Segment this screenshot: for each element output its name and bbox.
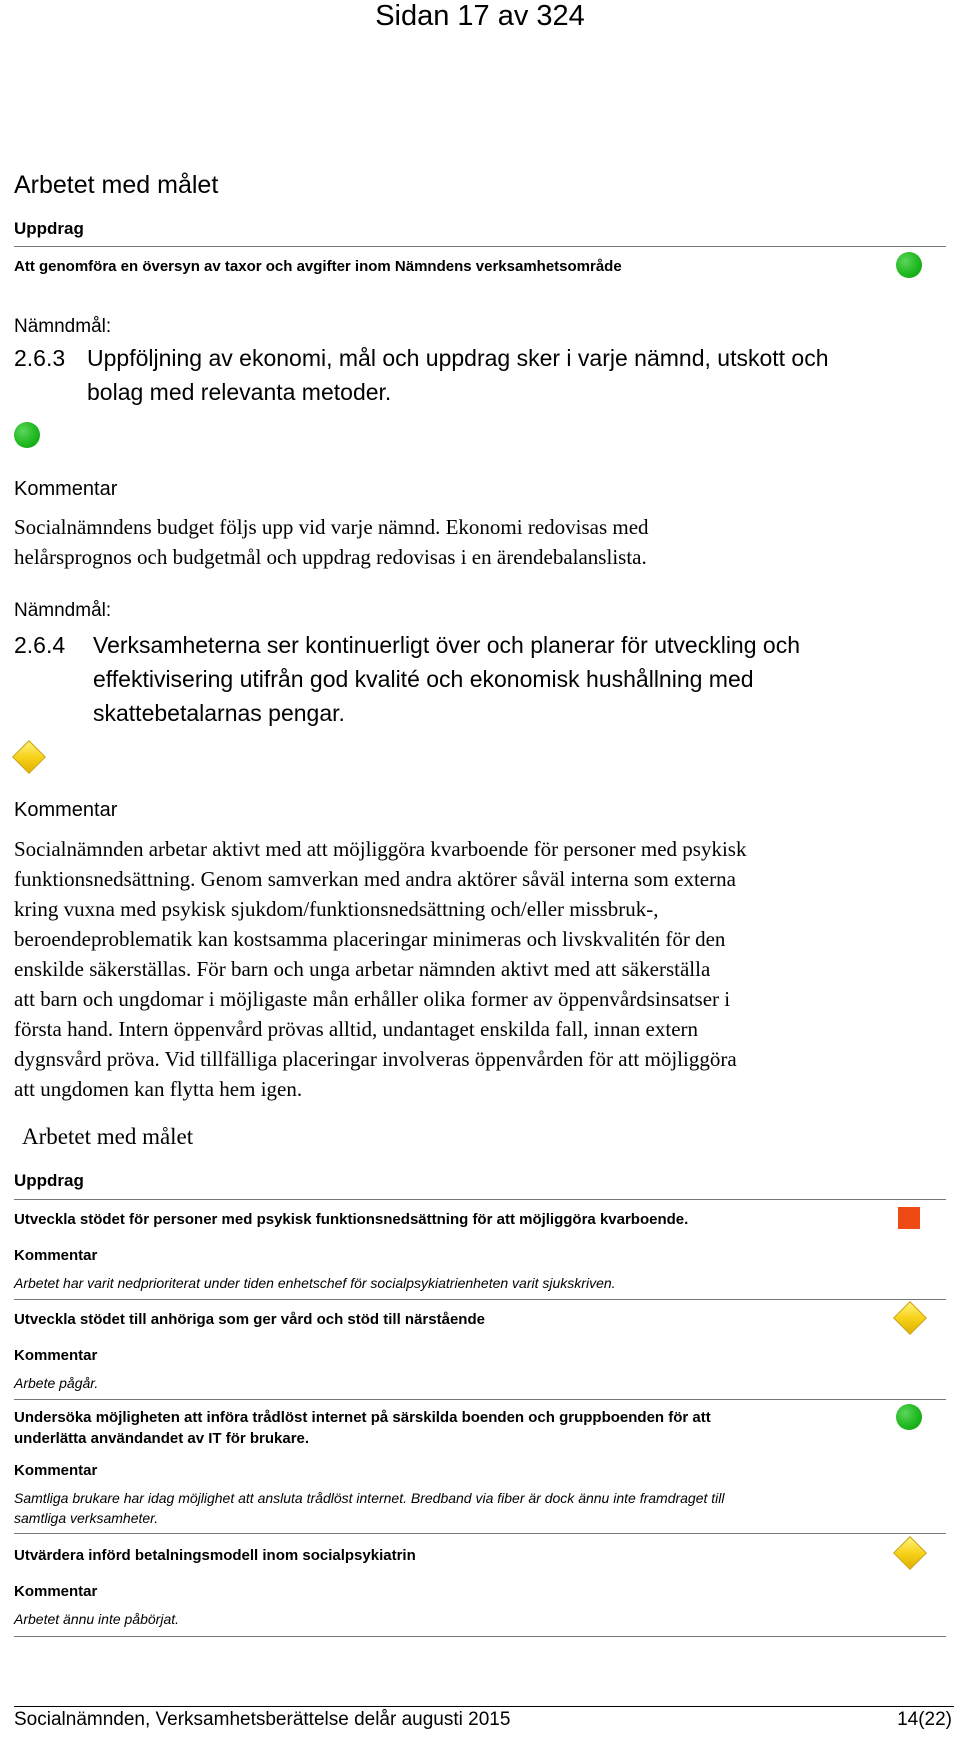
item-comment: Arbetet har varit nedprioriterat under tiden enhetschef för socialpsykiatrienheten varit sjukskriven. [14, 1275, 616, 1291]
uppdrag-item-title: Utveckla stödet till anhöriga som ger vård och stöd till närstående [14, 1311, 485, 1328]
comment-line: första hand. Intern öppenvård prövas alltid, undantaget enskilda fall, innan extern [14, 1017, 699, 1041]
kommentar-label: Kommentar [14, 799, 118, 821]
goal-text-line: Uppföljning av ekonomi, mål och uppdrag sker i varje nämnd, utskott och [87, 345, 829, 371]
item-comment: Arbetet ännu inte påbörjat. [14, 1611, 180, 1627]
section-title: Arbetet med målet [22, 1124, 194, 1149]
item-comment: Arbete pågår. [14, 1375, 99, 1391]
item-comment: samtliga verksamheter. [14, 1510, 159, 1526]
red-square-icon [898, 1207, 920, 1229]
uppdrag-item-title: Utvärdera införd betalningsmodell inom socialpsykiatrin [14, 1547, 416, 1564]
divider [14, 1533, 946, 1534]
comment-line: enskilde säkerställas. För barn och unga arbetar nämnden aktivt med att säkerställa [14, 957, 711, 981]
comment-line: att barn och ungdomar i möjligaste mån erhåller olika former av öppenvårdsinsatser i [14, 987, 731, 1011]
uppdrag-item-title: underlätta användandet av IT för brukare. [14, 1430, 310, 1447]
kommentar-label: Kommentar [14, 1347, 98, 1364]
divider [14, 1399, 946, 1400]
uppdrag-label: Uppdrag [14, 219, 84, 238]
divider [14, 1299, 946, 1300]
footer-divider [14, 1706, 954, 1707]
kommentar-label: Kommentar [14, 1247, 98, 1264]
goal-text-line: bolag med relevanta metoder. [87, 379, 392, 405]
kommentar-label: Kommentar [14, 478, 118, 500]
goal-number: 2.6.4 [14, 632, 66, 658]
uppdrag-item-title: Undersöka möjligheten att införa trådlöst internet på särskilda boenden och gruppboenden för att [14, 1409, 711, 1426]
goal-text-line: skattebetalarnas pengar. [93, 700, 345, 726]
divider [14, 1636, 946, 1637]
comment-text: helårsprognos och budgetmål och uppdrag redovisas i en ärendebalanslista. [14, 545, 647, 569]
yellow-diamond-icon [12, 740, 46, 774]
yellow-diamond-icon [893, 1536, 927, 1570]
divider [14, 1199, 946, 1200]
comment-line: beroendeproblematik kan kostsamma placeringar minimeras och livskvalitén för den [14, 927, 726, 951]
goal-number: 2.6.3 [14, 345, 66, 371]
comment-line: att ungdomen kan flytta hem igen. [14, 1077, 303, 1101]
uppdrag-text: Att genomföra en översyn av taxor och avgifter inom Nämndens verksamhetsområde [14, 258, 622, 275]
green-circle-icon [896, 252, 922, 278]
footer-title: Socialnämnden, Verksamhetsberättelse delår augusti 2015 [14, 1709, 511, 1730]
green-circle-icon [14, 422, 40, 448]
item-comment: Samtliga brukare har idag möjlighet att ansluta trådlöst internet. Bredband via fiber är dock ännu inte framdraget till [14, 1490, 725, 1506]
uppdrag-item-title: Utveckla stödet för personer med psykisk funktionsnedsättning för att möjliggöra kvarboende. [14, 1211, 689, 1228]
comment-line: kring vuxna med psykisk sjukdom/funktionsnedsättning och/eller missbruk-, [14, 897, 659, 921]
section-title: Arbetet med målet [14, 171, 219, 199]
kommentar-label: Kommentar [14, 1583, 98, 1600]
namndmal-label: Nämndmål: [14, 600, 112, 621]
page-number-header: Sidan 17 av 324 [375, 0, 585, 32]
goal-text-line: effektivisering utifrån god kvalité och ekonomisk hushållning med [93, 666, 754, 692]
uppdrag-label: Uppdrag [14, 1171, 84, 1190]
namndmal-label: Nämndmål: [14, 316, 112, 337]
kommentar-label: Kommentar [14, 1462, 98, 1479]
comment-line: funktionsnedsättning. Genom samverkan med andra aktörer såväl interna som externa [14, 867, 736, 891]
comment-text: Socialnämndens budget följs upp vid varje nämnd. Ekonomi redovisas med [14, 515, 649, 539]
goal-text-line: Verksamheterna ser kontinuerligt över och planerar för utveckling och [93, 632, 800, 658]
footer-page-number: 14(22) [897, 1709, 952, 1730]
comment-line: Socialnämnden arbetar aktivt med att möjliggöra kvarboende för personer med psykisk [14, 837, 747, 861]
comment-paragraph [14, 834, 746, 1104]
green-circle-icon [896, 1404, 922, 1430]
divider [14, 246, 946, 247]
comment-line: dygnsvård pröva. Vid tillfälliga placeringar involveras öppenvården för att möjliggöra [14, 1047, 737, 1071]
yellow-diamond-icon [893, 1301, 927, 1335]
